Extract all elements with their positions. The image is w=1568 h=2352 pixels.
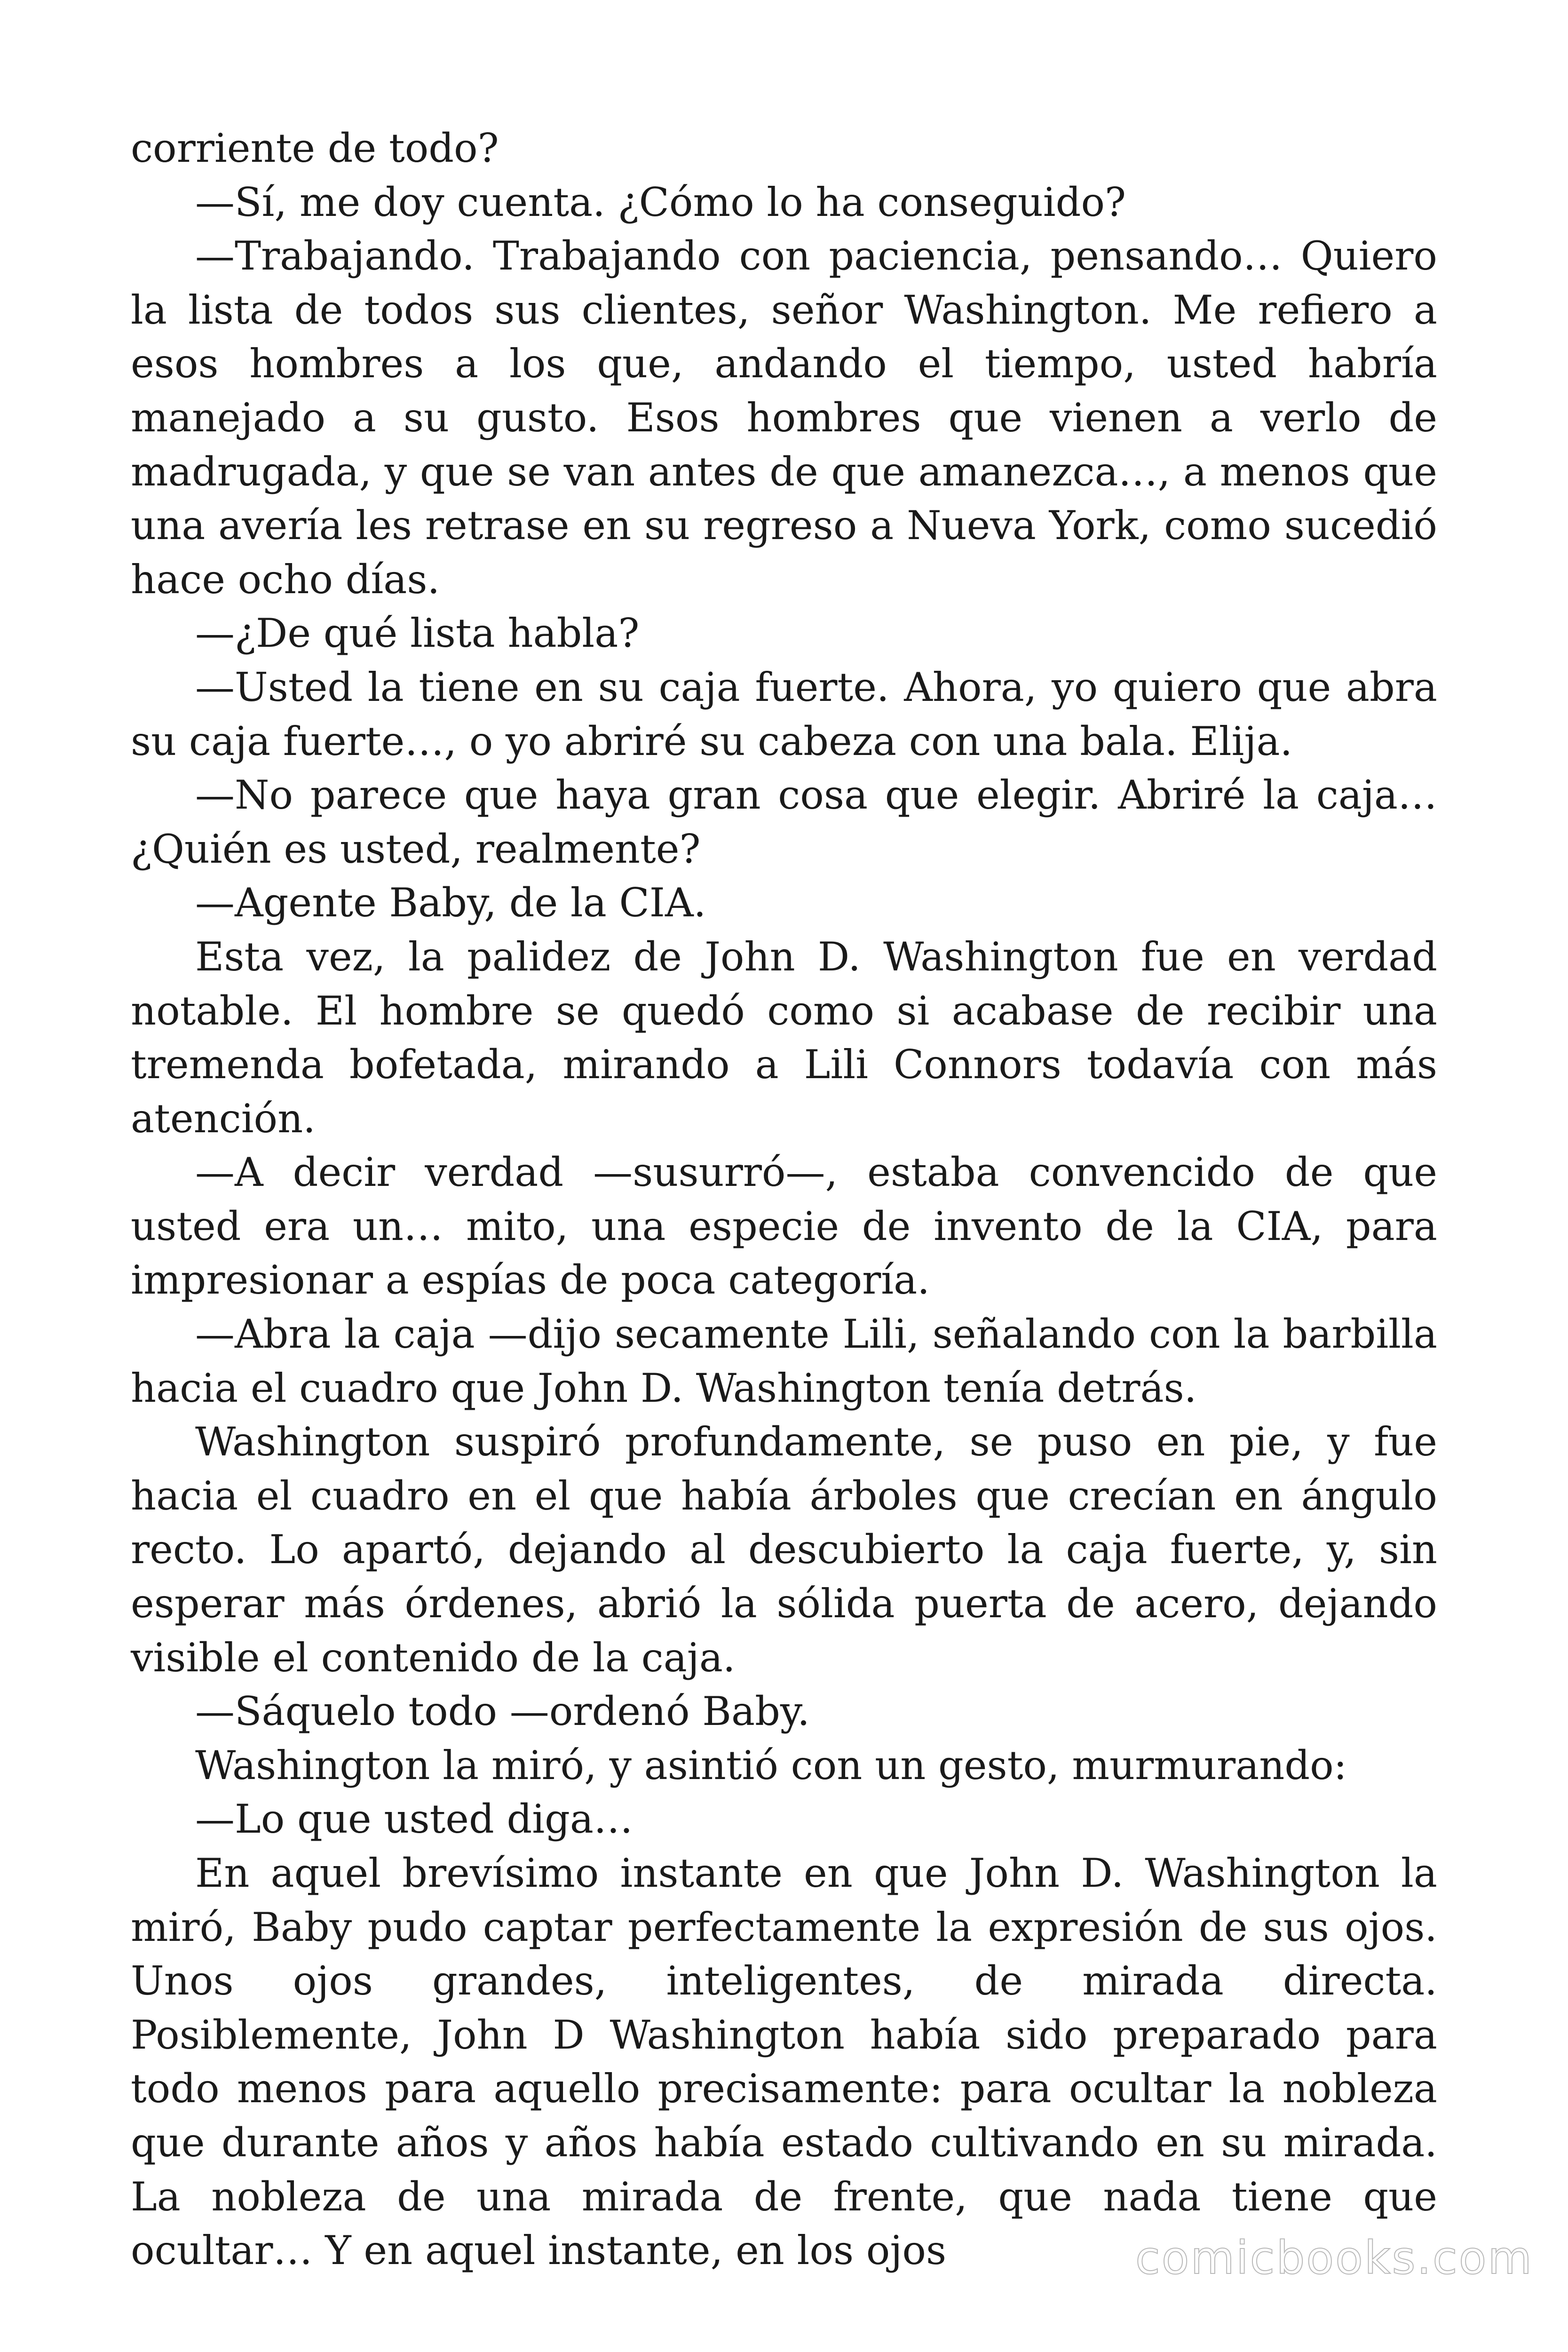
paragraph: Washington la miró, y asintió con un gesto, murmurando: xyxy=(195,1742,1347,1788)
paragraph: —Lo que usted diga… xyxy=(195,1796,633,1843)
paragraph: En aquel brevísimo instante en que John D. Washington la miró, Baby pudo captar perfectamente la expresión de sus ojos. Unos ojos grandes, inteligentes, de mirada directa. Posiblemente, John D Washington había sido preparado para todo menos para aquello precisamente: para ocultar la nobleza que durante años y años había estado cultivando en su mirada. La nobleza de una mirada de frente, que nada tiene que ocultar… Y en aquel instante, en los ojos xyxy=(131,1850,1437,2274)
paragraph: —Usted la tiene en su caja fuerte. Ahora, yo quiero que abra su caja fuerte…, o yo abriré su cabeza con una bala. Elija. xyxy=(131,664,1437,764)
page-body xyxy=(131,121,1437,2278)
paragraph: —A decir verdad —susurró—, estaba convencido de que usted era un… mito, una especie de invento de la CIA, para impresionar a espías de poca categoría. xyxy=(131,1149,1437,1303)
paragraph: —Sí, me doy cuenta. ¿Cómo lo ha conseguido? xyxy=(195,179,1126,225)
paragraph: —No parece que haya gran cosa que elegir. Abriré la caja… ¿Quién es usted, realmente? xyxy=(131,772,1437,872)
paragraph: —Trabajando. Trabajando con paciencia, pensando… Quiero la lista de todos sus clientes, señor Washington. Me refiero a esos hombres a los que, andando el tiempo, usted habría manejado a su gusto. Esos hombres que vienen a verlo de madrugada, y que se van antes de que amanezca…, a menos que una avería les retrase en su regreso a Nueva York, como sucedió hace ocho días. xyxy=(131,233,1437,603)
paragraph: —Agente Baby, de la CIA. xyxy=(195,880,706,926)
watermark: comicbooks.com xyxy=(1135,2232,1533,2284)
paragraph: —Abra la caja —dijo secamente Lili, señalando con la barbilla hacia el cuadro que John D. Washington tenía detrás. xyxy=(131,1311,1437,1411)
paragraph: Esta vez, la palidez de John D. Washington fue en verdad notable. El hombre se quedó como si acabase de recibir una tremenda bofetada, mirando a Lili Connors todavía con más atención. xyxy=(131,933,1437,1142)
paragraph: —Sáquelo todo —ordenó Baby. xyxy=(195,1688,810,1735)
paragraph: corriente de todo? xyxy=(131,125,499,171)
paragraph: —¿De qué lista habla? xyxy=(195,610,640,657)
paragraph: Washington suspiró profundamente, se puso en pie, y fue hacia el cuadro en el que había árboles que crecían en ángulo recto. Lo apartó, dejando al descubierto la caja fuerte, y, sin esperar más órdenes, abrió la sólida puerta de acero, dejando visible el contenido de la caja. xyxy=(131,1419,1437,1681)
